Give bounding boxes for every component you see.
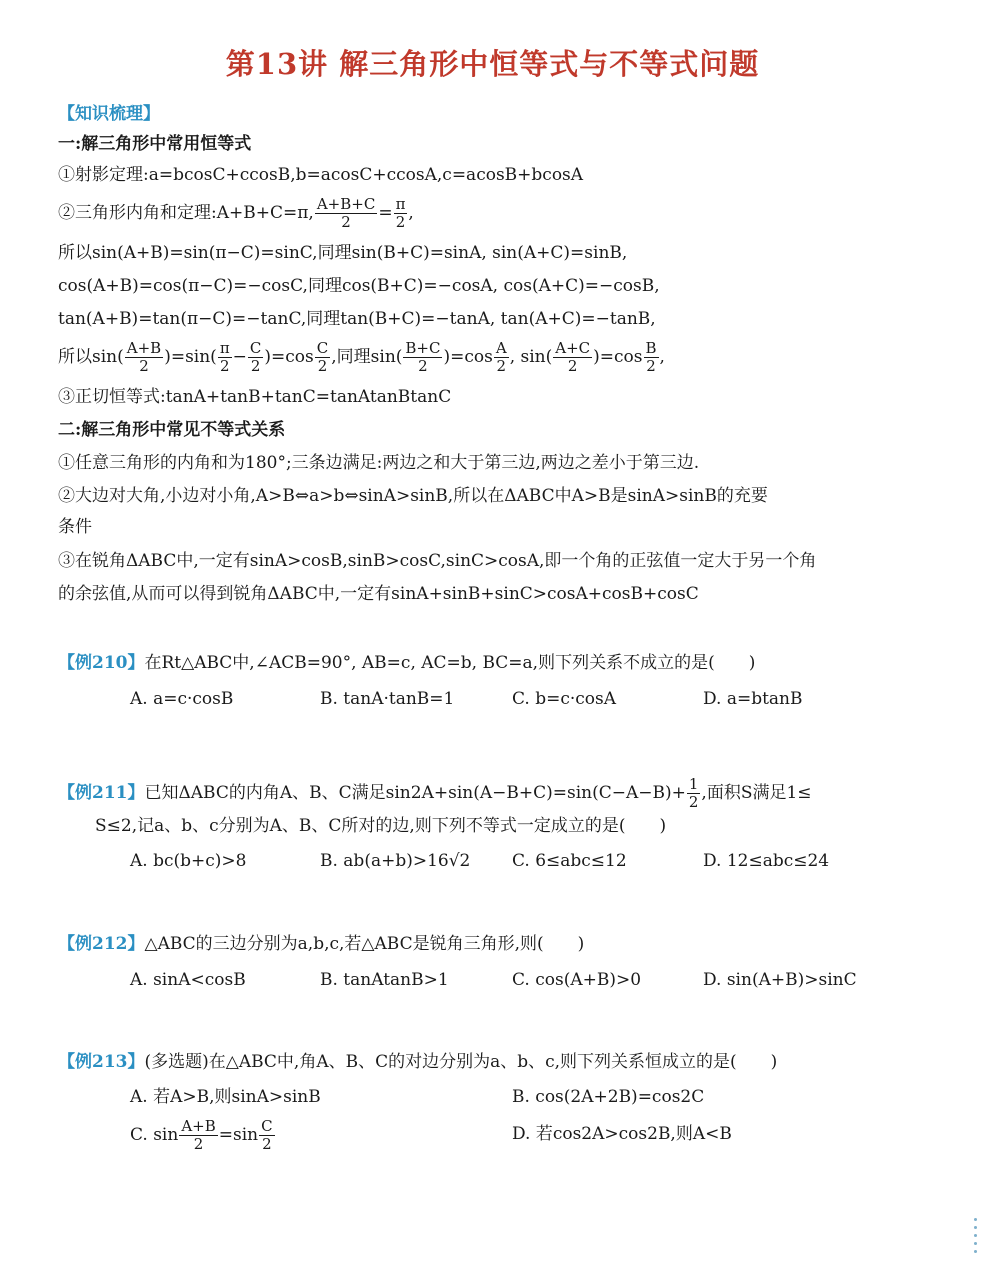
text: , sin( [509,347,553,367]
s2-line3: 条件 [58,517,92,537]
fraction [179,1118,217,1153]
frac-num: A+B [181,1117,216,1135]
frac-num: B [645,339,657,357]
dot [974,1242,977,1245]
fraction [315,340,330,375]
ex211-option-a: A. bc(b+c)>8 [130,851,247,871]
s1-line4: cos(A+B)=cos(π−C)=−cosC,同理cos(B+C)=−cosA, cos(A+C)=−cosB, [58,276,660,296]
example-label: 【例213】 [58,1052,145,1072]
example-label: 【例210】 [58,653,145,673]
text: , [659,347,665,367]
frac-den: 2 [395,213,406,231]
fraction [125,340,163,375]
frac-num: C [261,1117,273,1135]
fraction [248,340,263,375]
example-211-stem-2: S≤2,记a、b、c分别为A、B、C所对的边,则下列不等式一定成立的是( ) [95,816,667,836]
example-text: 在Rt△ABC中,∠ACB=90°, AB=c, AC=b, BC=a,则下列关系不成立的是( ) [144,653,756,673]
fraction [259,1118,274,1153]
frac-num: A+B+C [316,195,376,213]
example-text: (多选题)在△ABC中,角A、B、C的对边分别为a、b、c,则下列关系恒成立的是( ) [144,1052,778,1072]
frac-den: 2 [262,1135,272,1153]
ex212-option-b: B. tanAtanB>1 [320,970,449,990]
example-213-stem [58,1050,777,1074]
frac-num: π [219,339,230,357]
frac-num: π [395,195,406,213]
frac-num: C [316,339,329,357]
frac-den: 2 [341,213,351,231]
fraction [218,340,232,375]
s1-line1: ①射影定理:a=bcosC+ccosB,b=acosC+ccosA,c=acosB+bcosA [58,165,584,185]
text: ,同理sin( [331,347,403,367]
ex213-option-b: B. cos(2A+2B)=cos2C [512,1087,705,1107]
page-title: 第13讲 解三角形中恒等式与不等式问题 [225,47,760,81]
ex211-option-d: D. 12≤abc≤24 [703,851,830,871]
text: =sin [218,1125,259,1145]
frac-den: 2 [496,357,507,375]
dot [974,1226,977,1229]
ex211-option-c: C. 6≤abc≤12 [512,851,627,871]
example-210-stem [58,651,755,675]
section1-heading: 一:解三角形中常用恒等式 [58,134,252,154]
knowledge-tag: 【知识梳理】 [58,104,160,124]
s2-line2: ②大边对大角,小边对小角,A>B⇔a>b⇔sinA>sinB,所以在ΔABC中A>B是sinA>sinB的充要 [58,486,768,506]
frac-den: 2 [418,357,428,375]
ex210-option-b: B. tanA·tanB=1 [320,689,455,709]
text: )=cos [443,347,493,367]
frac-num: A+B [126,339,162,357]
equals: = [378,203,393,223]
section2-heading: 二:解三角形中常见不等式关系 [58,420,286,440]
ex213-option-a: A. 若A>B,则sinA>sinB [130,1087,321,1107]
text: C. sin [130,1125,179,1145]
frac-num: C [249,339,262,357]
frac-den: 2 [317,357,328,375]
example-211-stem [58,776,812,811]
fraction [394,196,408,231]
fraction [687,776,701,811]
frac-num: A+C [555,339,591,357]
ex210-option-c: C. b=c·cosA [512,689,617,709]
example-label: 【例211】 [58,783,145,803]
dot [974,1234,977,1237]
s2-line5: 的余弦值,从而可以得到锐角ΔABC中,一定有sinA+sinB+sinC>cosA+cosB+cosC [58,584,699,604]
frac-den: 2 [139,357,149,375]
text: )=cos [593,347,643,367]
s1-line5: tan(A+B)=tan(π−C)=−tanC,同理tan(B+C)=−tanA, tan(A+C)=−tanB, [58,309,656,329]
example-text: 已知ΔABC的内角A、B、C满足sin2A+sin(A−B+C)=sin(C−A−B)+ [144,783,686,803]
s1-line2-pre: ②三角形内角和定理:A+B+C=π, [58,203,314,223]
example-text: △ABC的三边分别为a,b,c,若△ABC是锐角三角形,则( ) [144,934,585,954]
fraction [403,340,442,375]
frac-den: 2 [646,357,656,375]
fraction [315,196,377,231]
text: − [232,347,247,367]
frac-num: A [495,339,507,357]
frac-num: B+C [405,339,441,357]
frac-den: 2 [250,357,261,375]
example-label: 【例212】 [58,934,145,954]
s2-line1: ①任意三角形的内角和为180°;三条边满足:两边之和大于第三边,两边之差小于第三边. [58,453,700,473]
comma: , [408,203,414,223]
ex210-option-d: D. a=btanB [703,689,803,709]
example-212-stem [58,932,584,956]
fraction [494,340,509,375]
ex210-option-a: A. a=c·cosB [130,689,234,709]
s2-line4: ③在锐角ΔABC中,一定有sinA>cosB,sinB>cosC,sinC>cosA,即一个角的正弦值一定大于另一个角 [58,551,817,571]
dot [974,1250,977,1253]
frac-den: 2 [193,1135,204,1153]
ex213-option-c [130,1118,276,1153]
text: )=cos [264,347,314,367]
example-text: ,面积S满足1≤ [701,783,812,803]
s1-line7: ③正切恒等式:tanA+tanB+tanC=tanAtanBtanC [58,387,452,407]
s1-line3: 所以sin(A+B)=sin(π−C)=sinC,同理sin(B+C)=sinA, sin(A+C)=sinB, [58,243,628,263]
ex212-option-d: D. sin(A+B)>sinC [703,970,857,990]
fraction [553,340,592,375]
ex212-option-a: A. sinA<cosB [130,970,246,990]
frac-den: 2 [567,357,578,375]
ex212-option-c: C. cos(A+B)>0 [512,970,642,990]
frac-num: 1 [688,775,699,793]
text: )=sin( [164,347,217,367]
scroll-dots-icon [974,1218,977,1258]
ex211-option-b: B. ab(a+b)>16√2 [320,851,471,871]
text: 所以sin( [58,347,124,367]
ex213-option-d: D. 若cos2A>cos2B,则A<B [512,1124,732,1144]
s1-line6 [58,340,665,375]
fraction [644,340,659,375]
frac-den: 2 [688,793,699,811]
s1-line2 [58,196,414,231]
dot [974,1218,977,1221]
frac-den: 2 [219,357,230,375]
